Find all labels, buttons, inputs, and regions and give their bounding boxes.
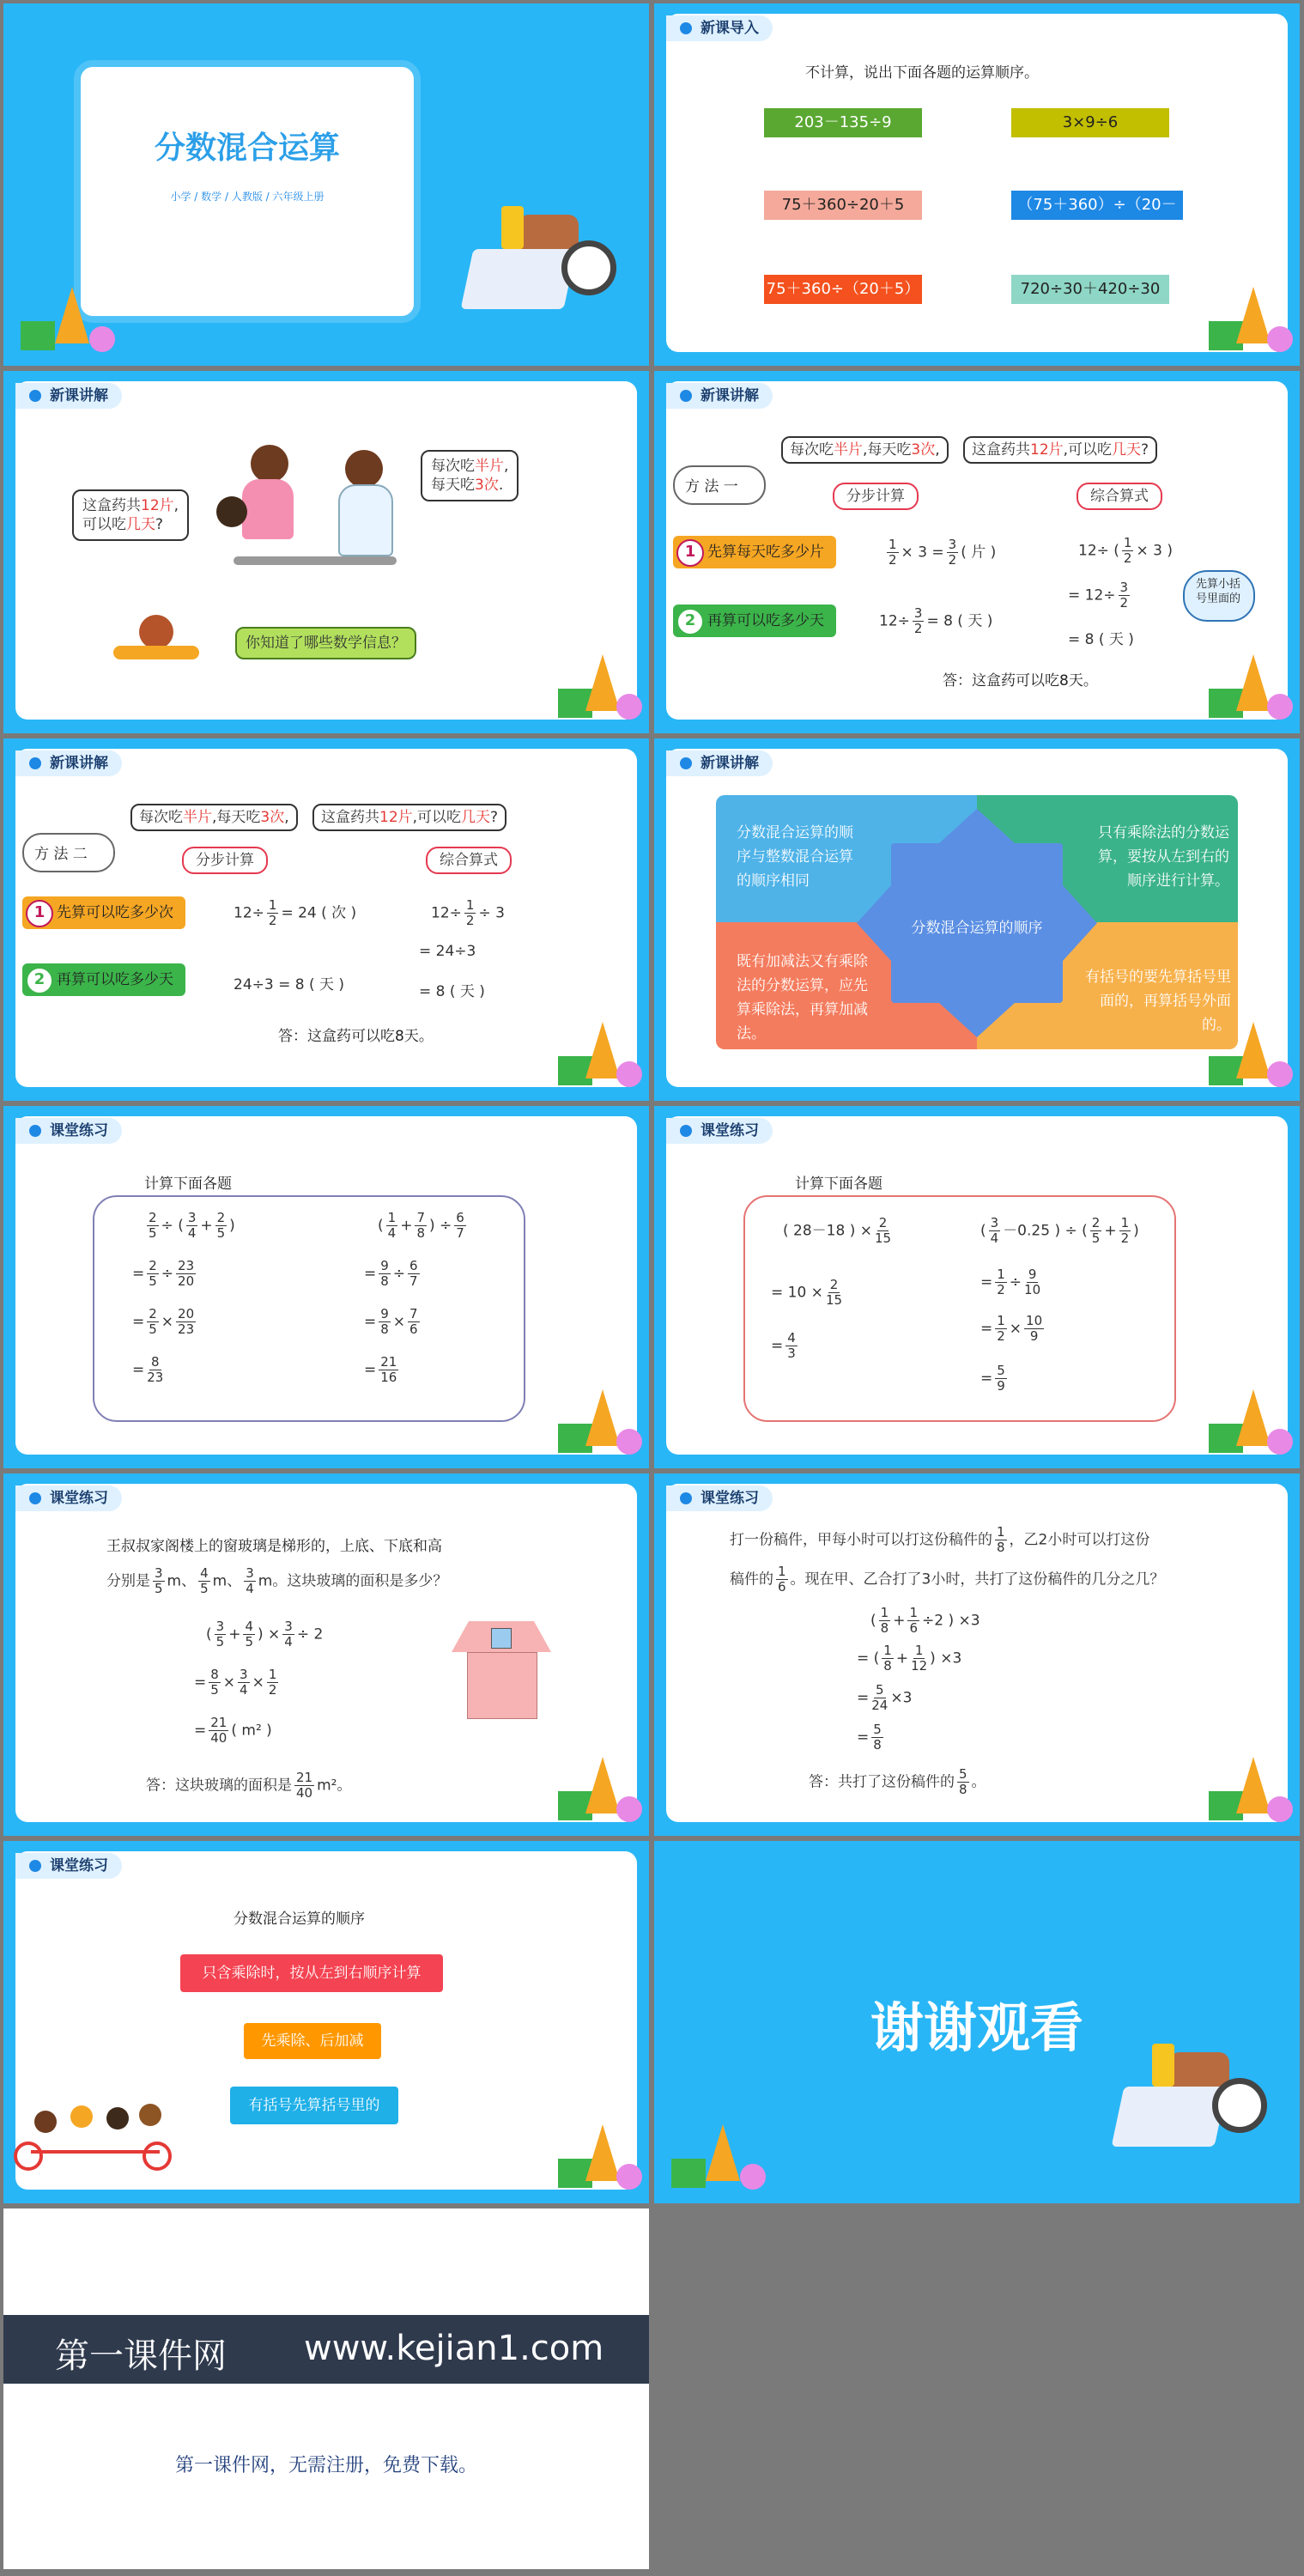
combined-line-3: = 8 ( 天 ) [1068,631,1134,648]
combined-line-3: = 8 ( 天 ) [419,983,485,1000]
slide-thanks [654,1841,1300,2203]
answer: 答：这块玻璃的面积是 $\frac{21}{40}$ m²。 [146,1770,352,1801]
note-text: 先算小括号里面的 [1195,578,1240,605]
info-box-1: 每次吃半片,每天吃3次, [781,436,949,464]
step-2-label: 2 再算可以吃多少天 [22,963,185,996]
answer: 答：这盒药可以吃8天。 [278,1028,434,1045]
combined-line-2: = 24÷3 [419,943,476,960]
problem-1-line-3: = $\frac{2}{5}$ × $\frac{20}{23}$ [132,1306,195,1337]
slide-practice-3 [3,1473,649,1836]
summary-rule-3: 有括号先算括号里的 [230,2087,398,2124]
ball-decor [616,694,642,720]
section-tag: 课堂练习 [15,1853,122,1879]
section-tag: 课堂练习 [666,1118,773,1144]
ball-decor [1267,1429,1293,1455]
problem-2-line-3: = $\frac{9}{8}$ × $\frac{7}{6}$ [364,1306,418,1337]
cone-decor [585,2124,620,2181]
problem-2-line-4: = $\frac{21}{16}$ [364,1354,397,1385]
center-label: 分数混合运算的顺序 [911,920,1043,937]
ball-decor [616,1796,642,1822]
section-tag: 新课讲解 [15,750,122,776]
practice-prompt: 计算下面各题 [144,1176,232,1193]
step-method-header: 分步计算 [182,847,268,874]
thanks-title: 谢谢观看 [870,1996,1083,2059]
combined-formula-header: 综合算式 [1077,483,1162,510]
expression-1: 203－135÷9 [764,108,922,137]
section-tag: 新课讲解 [666,383,773,409]
ball-decor [616,2164,642,2190]
solution-line-4: = $\frac{5}{8}$ [857,1722,882,1753]
expression-4: （75＋360）÷（20－5） [1011,191,1183,220]
promo-note: 第一课件网，无需注册，免费下载。 [174,2455,477,2476]
section-tag: 课堂练习 [15,1485,122,1511]
problem-2-line-3: = $\frac{1}{2}$ × $\frac{10}{9}$ [980,1313,1043,1344]
slide-practice-4 [654,1473,1300,1836]
answer: 答：这盒药可以吃8天。 [943,672,1098,690]
step-2-formula: 24÷3 = 8 ( 天 ) [234,976,345,993]
section-tag: 课堂练习 [15,1118,122,1144]
intro-prompt: 不计算，说出下面各题的运算顺序。 [805,64,1039,82]
promo-brand: 第一课件网 [55,2336,227,2376]
cone-decor [585,1389,620,1446]
combined-line-2: = 12÷ $\frac{3}{2}$ [1068,580,1129,611]
problem-1-line-4: = $\frac{8}{23}$ [132,1354,164,1385]
method-label: 方 法 二 [34,846,88,863]
summary-rule-2: 先乘除、后加减 [244,2023,381,2059]
combined-formula-header: 综合算式 [426,847,512,874]
cube-decor [671,2159,706,2188]
slide-intro [654,3,1300,366]
slide-practice-1 [3,1106,649,1468]
cone-decor [55,287,89,343]
section-tag: 课堂练习 [666,1485,773,1511]
promo-url[interactable]: www.kejian1.com [304,2329,604,2368]
step-2-formula: 12÷ $\frac{3}{2}$ = 8 ( 天 ) [879,605,993,636]
ball-decor [1267,326,1293,352]
student-illustration [113,615,199,666]
problem-1-line-2: = $\frac{2}{5}$ ÷ $\frac{23}{20}$ [132,1258,195,1289]
solution-line-3: = $\frac{21}{40}$ ( m² ) [194,1715,272,1746]
answer: 答：共打了这份稿件的 $\frac{5}{8}$ 。 [809,1766,986,1797]
solution-line-3: = $\frac{5}{24}$ ×3 [857,1682,913,1713]
combined-line-1: 12÷ ( $\frac{1}{2}$ × 3 ) [1078,535,1173,566]
rule-bottom-right: 有括号的要先算括号里面的，再算括号外面的。 [1085,969,1231,1034]
expression-6: 720÷30＋420÷30 [1011,275,1169,304]
info-box-1: 每次吃半片,每天吃3次, [130,804,298,831]
cone-decor [1236,1757,1271,1814]
ball-decor [1267,1061,1293,1087]
slide-method-two [3,738,649,1101]
solution-line-2: = ( $\frac{1}{8}$ + $\frac{1}{12}$ ) ×3 [857,1643,962,1674]
section-tag: 新课讲解 [15,383,122,409]
doctor-patient-illustration [216,445,405,591]
cone-decor [1236,1022,1271,1078]
word-problem-line-1: 王叔叔家阁楼上的窗玻璃是梯形的，上底、下底和高 [106,1538,442,1555]
rule-top-left: 分数混合运算的顺序与整数混合运算的顺序相同 [737,824,853,890]
slide-subtitle: 小学 / 数学 / 人教版 / 六年级上册 [170,191,324,203]
step-1-formula: $\frac{1}{2}$ × 3 = $\frac{3}{2}$ ( 片 ) [889,537,997,568]
ball-decor [616,1061,642,1087]
combined-line-1: 12÷ $\frac{1}{2}$ ÷ 3 [431,897,505,928]
ball-decor [89,326,115,352]
problem-2-line-2: = $\frac{9}{8}$ ÷ $\frac{6}{7}$ [364,1258,418,1289]
ball-decor [616,1429,642,1455]
step-1-label: 1 先算可以吃多少次 [22,896,185,929]
step-method-header: 分步计算 [833,483,919,510]
books-illustration [467,206,622,335]
step-1-label: 1 先算每天吃多少片 [673,536,836,568]
problem-1-line-3: = $\frac{4}{3}$ [771,1330,796,1361]
cone-decor [1236,654,1271,711]
slide-summary [3,1841,649,2203]
expression-5: 75＋360÷（20＋5） [764,275,922,304]
word-problem-line-1: 打一份稿件，甲每小时可以打这份稿件的 $\frac{1}{8}$ ，乙2小时可以打这份 [730,1524,1150,1555]
expression-2: 3×9÷6 [1011,108,1169,137]
problem-1-line-2: = 10 × $\frac{2}{15}$ [771,1277,843,1308]
cone-decor [1236,287,1271,343]
slide-practice-2 [654,1106,1300,1468]
problem-2-line-1: ( $\frac{3}{4}$ －0.25 ) ÷ ( $\frac{2}{5}$ + $\frac{1}{2}$ ) [980,1215,1139,1246]
info-box-2: 这盒药共12片,可以吃几天? [963,436,1157,464]
question-bubble: 你知道了哪些数学信息？ [235,627,416,659]
cone-decor [1236,1389,1271,1446]
problem-2-line-4: = $\frac{5}{9}$ [980,1363,1005,1394]
word-problem-line-2: 稿件的 $\frac{1}{6}$ 。现在甲、乙合打了3小时，共打了这份稿件的几分之几？ [730,1564,1165,1595]
method-label: 方 法 一 [685,478,738,495]
promo-panel [3,2208,649,2569]
cone-decor [585,1757,620,1814]
patient-speech-bubble: 这盒药共12片, 可以吃几天? [72,489,189,541]
cube-decor [21,321,55,350]
section-tag: 新课讲解 [666,750,773,776]
problem-1-line-1: $\frac{2}{5}$ ÷ ( $\frac{3}{4}$ + $\frac{2}{5}$ ) [149,1210,235,1241]
word-problem-line-2: 分别是 $\frac{3}{5}$ m、 $\frac{4}{5}$ m、 $\frac{3}{4}$ m。这块玻璃的面积是多少？ [106,1565,448,1596]
rule-top-right: 只有乘除法的分数运算，要按从左到右的顺序进行计算。 [1098,824,1229,890]
cone-decor [706,2124,740,2181]
books-illustration [1118,2044,1272,2172]
slide-rules-diagram [654,738,1300,1101]
solution-line-2: = $\frac{8}{5}$ × $\frac{3}{4}$ × $\frac{1}{2}$ [194,1667,277,1698]
info-box-2: 这盒药共12片,可以吃几天? [312,804,506,831]
rule-bottom-left: 既有加减法又有乘除法的分数运算，应先算乘除法，再算加减法。 [737,953,868,1042]
problem-2-line-1: ( $\frac{1}{4}$ + $\frac{7}{8}$ ) ÷ $\frac{6}{7}$ [378,1210,464,1241]
cone-decor [585,654,620,711]
section-tag: 新课导入 [666,15,773,41]
bicycle-kids-illustration [14,2093,182,2171]
ball-decor [740,2164,766,2190]
doctor-speech-bubble: 每次吃半片, 每天吃3次. [421,450,519,501]
slide-scenario [3,371,649,733]
practice-prompt: 计算下面各题 [795,1176,882,1193]
summary-rule-1: 只含乘除时，按从左到右顺序计算 [180,1954,443,1992]
summary-title: 分数混合运算的顺序 [234,1911,365,1928]
step-2-label: 2 再算可以吃多少天 [673,605,836,637]
cone-decor [585,1022,620,1078]
expression-3: 75＋360÷20＋5 [764,191,922,220]
slide-title-text: 分数混合运算 [154,131,340,166]
problem-1-line-1: ( 28－18 ) × $\frac{2}{15}$ [783,1215,892,1246]
solution-line-1: ( $\frac{3}{5}$ + $\frac{4}{5}$ ) × $\frac{3}{4}$ ÷ 2 [206,1619,324,1649]
solution-line-1: ( $\frac{1}{8}$ + $\frac{1}{6}$ ÷2 ) ×3 [870,1605,980,1636]
slide-title [3,3,649,366]
trapezoid-window-illustration [452,1621,551,1721]
ball-decor [1267,694,1293,720]
slide-method-one [654,371,1300,733]
problem-2-line-2: = $\frac{1}{2}$ ÷ $\frac{9}{10}$ [980,1267,1041,1297]
step-1-formula: 12÷ $\frac{1}{2}$ = 24 ( 次 ) [234,897,357,928]
ball-decor [1267,1796,1293,1822]
